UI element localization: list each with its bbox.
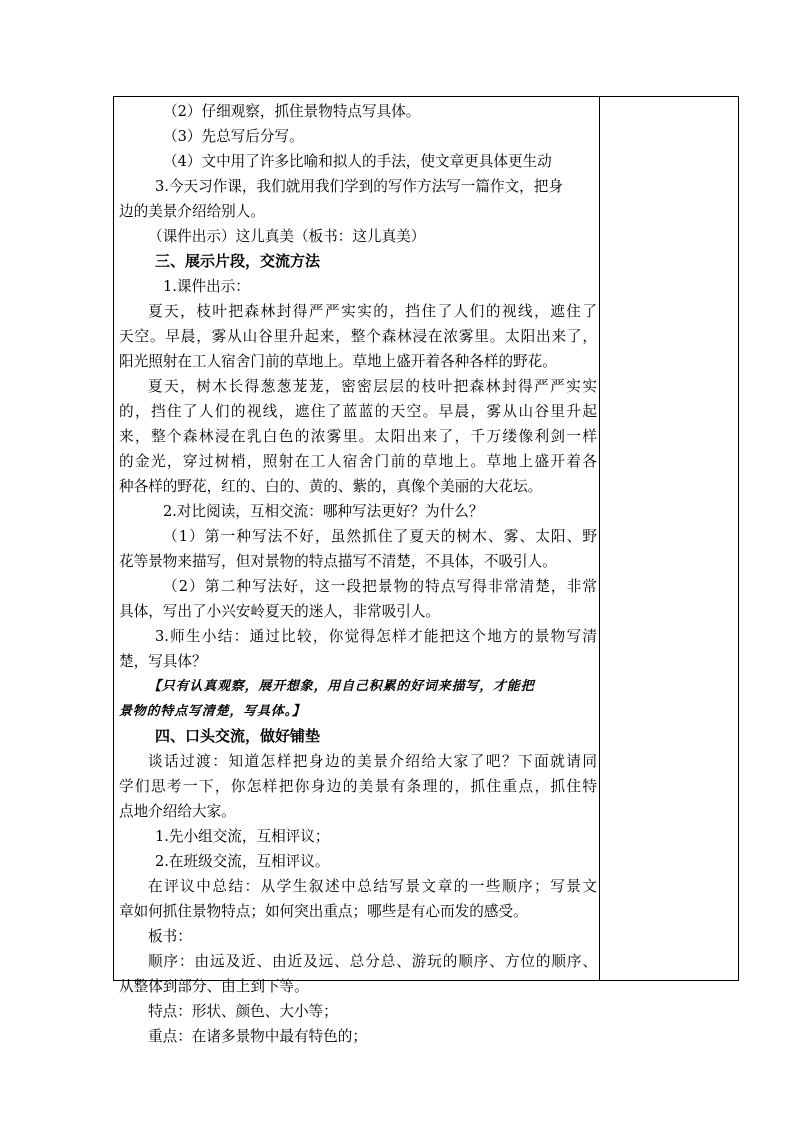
text-line: 楚，写具体？ <box>119 653 207 670</box>
text-line: 来，整个森林浸在乳白色的浓雾里。太阳出来了，千万缕像利剑一样 <box>119 428 597 445</box>
text-line: 夏天，树木长得葱葱茏茏，密密层层的枝叶把森林封得严严实实 <box>148 378 597 395</box>
text-line: 特点：形状、颜色、大小等； <box>148 1003 338 1020</box>
text-line: 2.在班级交流，互相评议。 <box>155 853 330 870</box>
text-line: 章如何抓住景物特点；如何突出重点；哪些是有心而发的感受。 <box>119 903 528 920</box>
text-line: （课件出示）这儿真美（板书：这儿真美） <box>148 228 426 245</box>
text-line: 【只有认真观察，展开想象，用自己积累的好词来描写，才能把 <box>148 679 535 694</box>
text-line: （4）文中用了许多比喻和拟人的手法，使文章更具体更生动 <box>163 153 552 170</box>
lesson-content-cell <box>119 99 597 1049</box>
text-line: 阳光照射在工人宿舍门前的草地上。草地上盛开着各种各样的野花。 <box>119 353 557 370</box>
text-line: 花等景物来描写，但对景物的特点描写不清楚，不具体，不吸引人。 <box>119 553 557 570</box>
text-line: 边的美景介绍给别人。 <box>119 203 265 220</box>
text-line: 3.师生小结：通过比较，你觉得怎样才能把这个地方的景物写清 <box>155 628 597 645</box>
text-line: （2）第二种写法好，这一段把景物的特点写得非常清楚，非常 <box>163 578 597 595</box>
text-line: （3）先总写后分写。 <box>163 128 304 145</box>
column-divider <box>599 97 600 980</box>
text-line: 四、口头交流，做好铺垫 <box>155 727 321 745</box>
text-line: （2）仔细观察，抓住景物特点写具体。 <box>163 103 421 120</box>
text-line: 的，挡住了人们的视线，遮住了蓝蓝的天空。早晨，雾从山谷里升起 <box>119 403 597 420</box>
text-line: 1.先小组交流，互相评议； <box>155 828 330 845</box>
text-line: 2.对比阅读，互相交流：哪种写法更好？为什么？ <box>163 503 484 520</box>
text-line: 从整体到部分、由上到下等。 <box>119 978 309 995</box>
text-line: 在评议中总结：从学生叙述中总结写景文章的一些顺序；写景文 <box>148 878 597 895</box>
text-line: 谈话过渡：知道怎样把身边的美景介绍给大家了吧？下面就请同 <box>148 753 597 770</box>
text-line: 重点：在诸多景物中最有特色的； <box>148 1028 367 1045</box>
text-line: 三、展示片段，交流方法 <box>155 252 321 270</box>
text-line: 顺序：由远及近、由近及远、总分总、游玩的顺序、方位的顺序、 <box>148 953 597 970</box>
lesson-table <box>113 96 739 1045</box>
text-line: （1）第一种写法不好，虽然抓住了夏天的树木、雾、太阳、野 <box>163 528 597 545</box>
text-line: 点地介绍给大家。 <box>119 803 236 820</box>
text-line: 景物的特点写清楚，写具体。】 <box>119 704 306 719</box>
text-line: 1.课件出示： <box>163 278 250 295</box>
text-line: 具体，写出了小兴安岭夏天的迷人，非常吸引人。 <box>119 603 441 620</box>
text-line: 板书： <box>148 928 192 945</box>
text-line: 3.今天习作课，我们就用我们学到的写作方法写一篇作文，把身 <box>155 178 563 195</box>
text-line: 的金光，穿过树梢，照射在工人宿舍门前的草地上。草地上盛开着各 <box>119 453 597 470</box>
text-line: 天空。早晨，雾从山谷里升起来，整个森林浸在浓雾里。太阳出来了， <box>119 328 597 345</box>
text-line: 夏天，枝叶把森林封得严严实实的，挡住了人们的视线，遮住了 <box>148 303 597 320</box>
text-line: 学们思考一下，你怎样把你身边的美景有条理的，抓住重点，抓住特 <box>119 778 597 795</box>
text-line: 种各样的野花，红的、白的、黄的、紫的，真像个美丽的大花坛。 <box>119 478 543 495</box>
